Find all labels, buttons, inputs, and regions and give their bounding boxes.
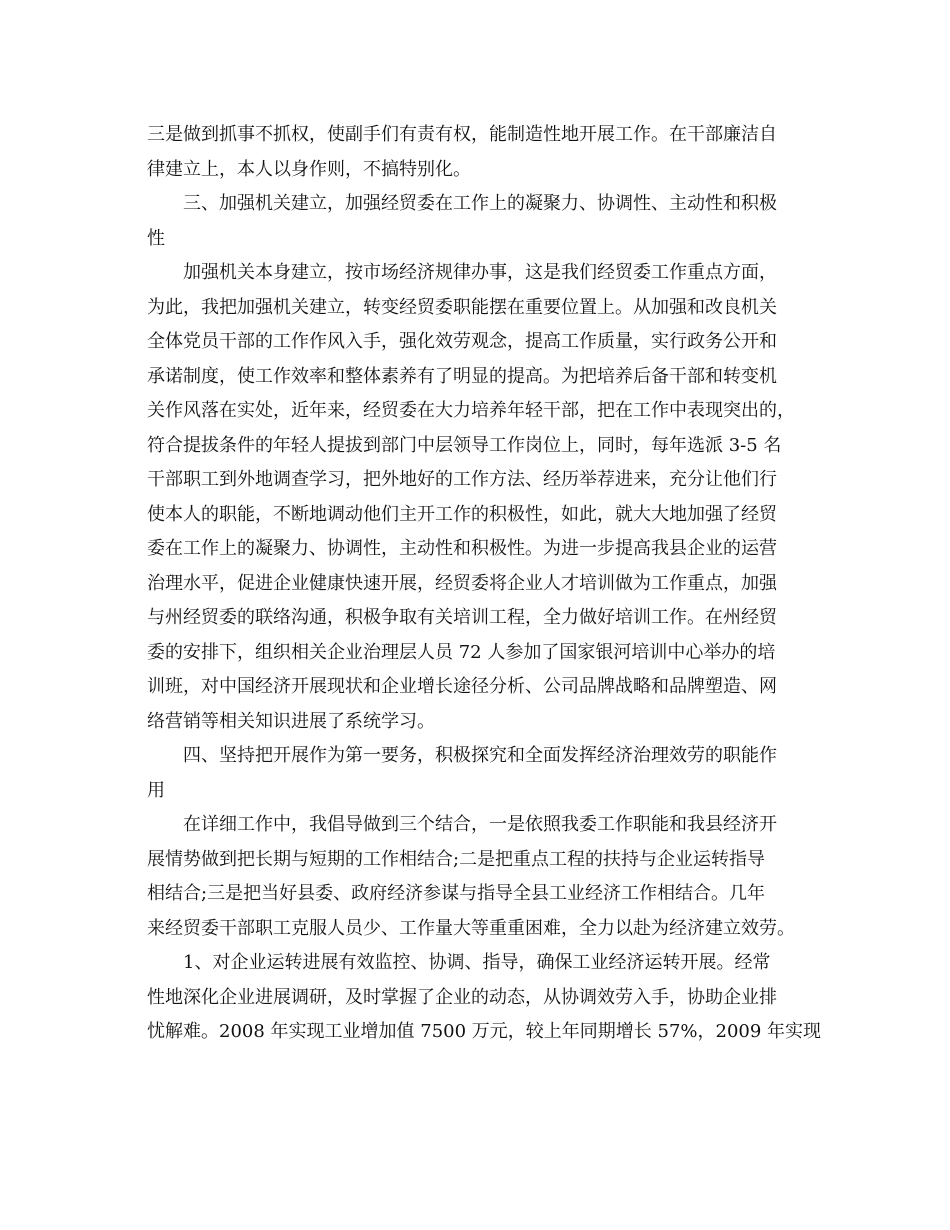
text-line: 为此，我把加强机关建立，转变经贸委职能摆在重要位置上。从加强和改良机关 [147,296,777,318]
text-line: 符合提拔条件的年轻人提拔到部门中层领导工作岗位上，同时，每年选派 3-5 名 [147,434,782,456]
text-line: 三是做到抓事不抓权，使副手们有责有权，能制造性地开展工作。在干部廉洁自 [147,124,777,145]
text-line: 性 [147,227,165,249]
text-line: 在详细工作中，我倡导做到三个结合，一是依照我委工作职能和我县经济开 [183,814,777,835]
text-line: 委在工作上的凝聚力、协调性，主动性和积极性。为进一步提高我县企业的运营 [147,538,777,559]
text-line: 展情势做到把长期与短期的工作相结合;二是把重点工程的扶持与企业运转指导 [147,848,766,870]
text-line: 使本人的职能，不断地调动他们主开工作的积极性，如此，就大大地加强了经贸 [147,503,777,525]
text-line: 全体党员干部的工作作风入手，强化效劳观念，提高工作质量，实行政务公开和 [147,331,777,352]
document-body-text [147,118,827,1050]
text-line: 律建立上，本人以身作则，不搞特别化。 [147,158,471,180]
text-line: 关作风落在实处，近年来，经贸委在大力培养年轻干部，把在工作中表现突出的， [147,400,795,421]
text-line: 干部职工到外地调查学习，把外地好的工作方法、经历举荐进来，充分让他们行 [147,469,777,490]
text-line: 相结合;三是把当好县委、政府经济参谋与指导全县工业经济工作相结合。几年 [147,883,766,904]
text-line: 承诺制度，使工作效率和整体素养有了明显的提高。为把培养后备干部和转变机 [147,365,777,387]
text-line: 络营销等相关知识进展了系统学习。 [147,710,435,732]
text-line: 治理水平，促进企业健康快速开展，经贸委将企业人才培训做为工作重点，加强 [147,572,777,594]
text-line: 三、加强机关建立，加强经贸委在工作上的凝聚力、协调性、主动性和积极 [183,193,777,214]
text-line: 来经贸委干部职工克服人员少、工作量大等重重困难，全力以赴为经济建立效劳。 [147,917,795,939]
text-line: 性地深化企业进展调研，及时掌握了企业的动态，从协调效劳入手，协助企业排 [147,986,777,1008]
text-line: 用 [147,779,165,801]
text-line: 忧解难。2008 年实现工业增加值 7500 万元，较上年同期增长 57%，2009 年实现 [147,1021,822,1042]
text-line: 加强机关本身建立，按市场经济规律办事，这是我们经贸委工作重点方面， [183,262,777,283]
text-line: 四、坚持把开展作为第一要务，积极探究和全面发挥经济治理效劳的职能作 [183,745,777,766]
text-line: 训班，对中国经济开展现状和企业增长途径分析、公司品牌战略和品牌塑造、网 [147,676,777,697]
text-line: 与州经贸委的联络沟通，积极争取有关培训工程，全力做好培训工作。在州经贸 [147,607,777,628]
text-line: 1、对企业运转进展有效监控、协调、指导，确保工业经济运转开展。经常 [183,952,771,973]
text-line: 委的安排下，组织相关企业治理层人员 72 人参加了国家银河培训中心举办的培 [147,641,776,663]
